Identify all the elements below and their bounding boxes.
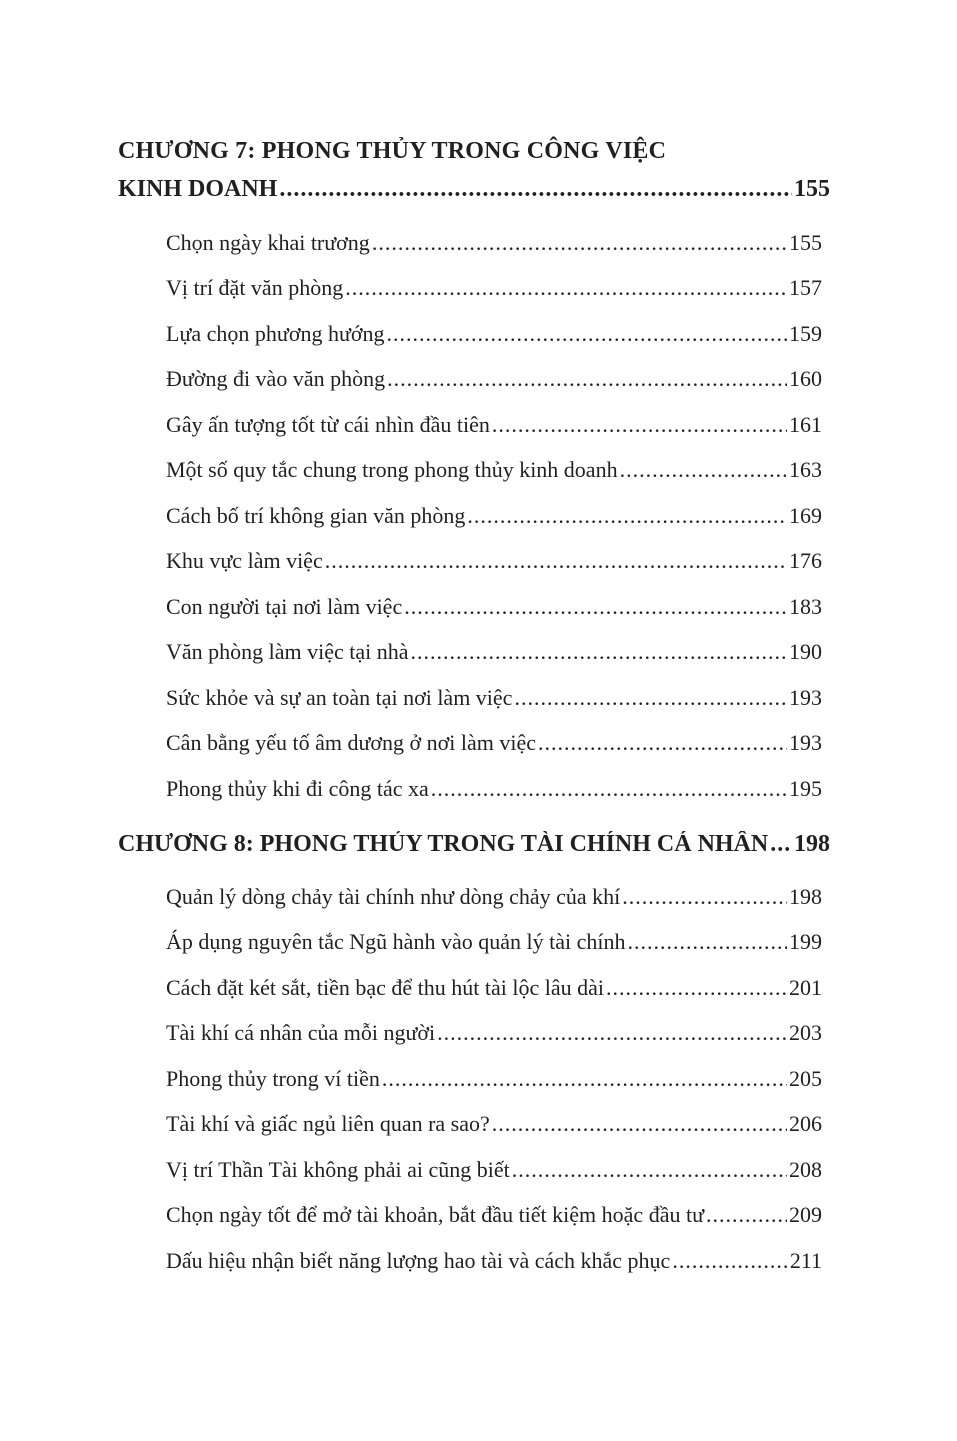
dot-leader (325, 548, 787, 574)
toc-entry-page: 199 (789, 929, 822, 954)
toc-entry[interactable] (166, 730, 822, 756)
toc-entry-label: Tài khí cá nhân của mỗi người (166, 1020, 436, 1045)
dot-leader (514, 685, 787, 711)
dot-leader (512, 1157, 787, 1183)
toc-entry[interactable] (166, 366, 822, 392)
toc-entry-label: Sức khỏe và sự an toàn tại nơi làm việc (166, 685, 513, 710)
dot-leader (627, 929, 787, 955)
toc-entry-label: Chọn ngày tốt để mở tài khoản, bắt đầu tiết kiệm hoặc đầu tư (166, 1202, 704, 1227)
toc-entry-label: Khu vực làm việc (166, 548, 323, 573)
toc-entry-page: 190 (789, 639, 822, 664)
toc-entry-page: 163 (789, 457, 822, 482)
toc-entry[interactable] (166, 776, 822, 802)
dot-leader (437, 1020, 787, 1046)
toc-entry[interactable] (166, 503, 822, 529)
dot-leader (606, 975, 787, 1001)
chapter-7-title-line2: KINH DOANH (118, 176, 278, 202)
toc-entry-page: 195 (789, 776, 822, 801)
dot-leader (387, 366, 787, 392)
toc-entry-page: 157 (789, 275, 822, 300)
chapter-8-heading-row[interactable] (118, 831, 830, 858)
toc-entry-page: 205 (789, 1066, 822, 1091)
toc-entry-label: Con người tại nơi làm việc (166, 594, 403, 619)
toc-entry[interactable] (166, 1157, 822, 1183)
dot-leader (538, 730, 787, 756)
toc-entry[interactable] (166, 457, 822, 483)
chapter-7-heading-row[interactable] (118, 176, 830, 203)
dot-leader (345, 275, 787, 301)
toc-entry-page: 176 (789, 548, 822, 573)
toc-entry-page: 198 (789, 884, 822, 909)
toc-entry-label: Đường đi vào văn phòng (166, 366, 386, 391)
toc-entry[interactable] (166, 639, 822, 665)
dot-leader (387, 321, 787, 347)
toc-entry[interactable] (166, 594, 822, 620)
toc-entry-page: 209 (789, 1202, 822, 1227)
toc-entry[interactable] (166, 884, 822, 910)
toc-entry[interactable] (166, 1202, 822, 1228)
dot-leader (279, 176, 792, 203)
chapter-7-title-line1: CHƯƠNG 7: PHONG THỦY TRONG CÔNG VIỆC (118, 138, 667, 164)
toc-entry[interactable] (166, 975, 822, 1001)
toc-entry-label: Chọn ngày khai trương (166, 230, 370, 255)
toc-entry[interactable] (166, 275, 822, 301)
dot-leader (382, 1066, 787, 1092)
toc-entry[interactable] (166, 548, 822, 574)
toc-entry[interactable] (166, 685, 822, 711)
dot-leader (492, 1111, 787, 1137)
toc-entry-label: Dấu hiệu nhận biết năng lượng hao tài và cách khắc phục (166, 1248, 671, 1273)
toc-entry-page: 159 (789, 321, 822, 346)
toc-entry[interactable] (166, 1111, 822, 1137)
chapter-7-page-number: 155 (794, 176, 830, 202)
toc-entry-page: 160 (789, 366, 822, 391)
toc-entry-label: Một số quy tắc chung trong phong thủy kinh doanh (166, 457, 618, 482)
toc-entry-label: Tài khí và giấc ngủ liên quan ra sao? (166, 1111, 490, 1136)
toc-entry-label: Phong thủy khi đi công tác xa (166, 776, 429, 801)
toc-entry-label: Áp dụng nguyên tắc Ngũ hành vào quản lý tài chính (166, 929, 626, 954)
toc-entry-page: 183 (789, 594, 822, 619)
dot-leader (622, 884, 787, 910)
dot-leader (431, 776, 787, 802)
dot-leader (672, 1248, 787, 1274)
chapter-8-title: CHƯƠNG 8: PHONG THỦY TRONG TÀI CHÍNH CÁ NHÂN (118, 831, 769, 857)
toc-entry-label: Văn phòng làm việc tại nhà (166, 639, 409, 664)
toc-entry-page: 206 (789, 1111, 822, 1136)
toc-entry-label: Gây ấn tượng tốt từ cái nhìn đầu tiên (166, 412, 490, 437)
toc-entry-label: Quản lý dòng chảy tài chính như dòng chảy của khí (166, 884, 621, 909)
toc-entry[interactable] (166, 1020, 822, 1046)
dot-leader (372, 230, 787, 256)
toc-entry-page: 169 (789, 503, 822, 528)
dot-leader (492, 412, 787, 438)
dot-leader (467, 503, 787, 529)
toc-entry-label: Vị trí đặt văn phòng (166, 275, 344, 300)
toc-entry-label: Lựa chọn phương hướng (166, 321, 385, 346)
dot-leader (620, 457, 787, 483)
dot-leader (411, 639, 787, 665)
toc-entry-page: 201 (789, 975, 822, 1000)
toc-entry-label: Cách bố trí không gian văn phòng (166, 503, 466, 528)
toc-entry-label: Phong thủy trong ví tiền (166, 1066, 380, 1091)
toc-entry[interactable] (166, 929, 822, 955)
toc-entry[interactable] (166, 321, 822, 347)
toc-entry[interactable] (166, 412, 822, 438)
dot-leader (404, 594, 787, 620)
toc-entry[interactable] (166, 230, 822, 256)
toc-entry-page: 193 (789, 730, 822, 755)
toc-entry-label: Vị trí Thần Tài không phải ai cũng biết (166, 1157, 510, 1182)
toc-entry-page: 203 (789, 1020, 822, 1045)
toc-entry-page: 193 (789, 685, 822, 710)
dot-leader (706, 1202, 787, 1228)
toc-entry-page: 211 (789, 1248, 822, 1273)
toc-entry-page: 208 (789, 1157, 822, 1182)
toc-entry-page: 155 (789, 230, 822, 255)
toc-entry-label: Cân bằng yếu tố âm dương ở nơi làm việc (166, 730, 537, 755)
chapter-8-page-number: 198 (794, 831, 830, 857)
dot-leader (770, 831, 792, 858)
toc-entry-page: 161 (789, 412, 822, 437)
toc-entry[interactable] (166, 1248, 822, 1274)
toc-entry-label: Cách đặt két sắt, tiền bạc để thu hút tài lộc lâu dài (166, 975, 605, 1000)
toc-entry[interactable] (166, 1066, 822, 1092)
